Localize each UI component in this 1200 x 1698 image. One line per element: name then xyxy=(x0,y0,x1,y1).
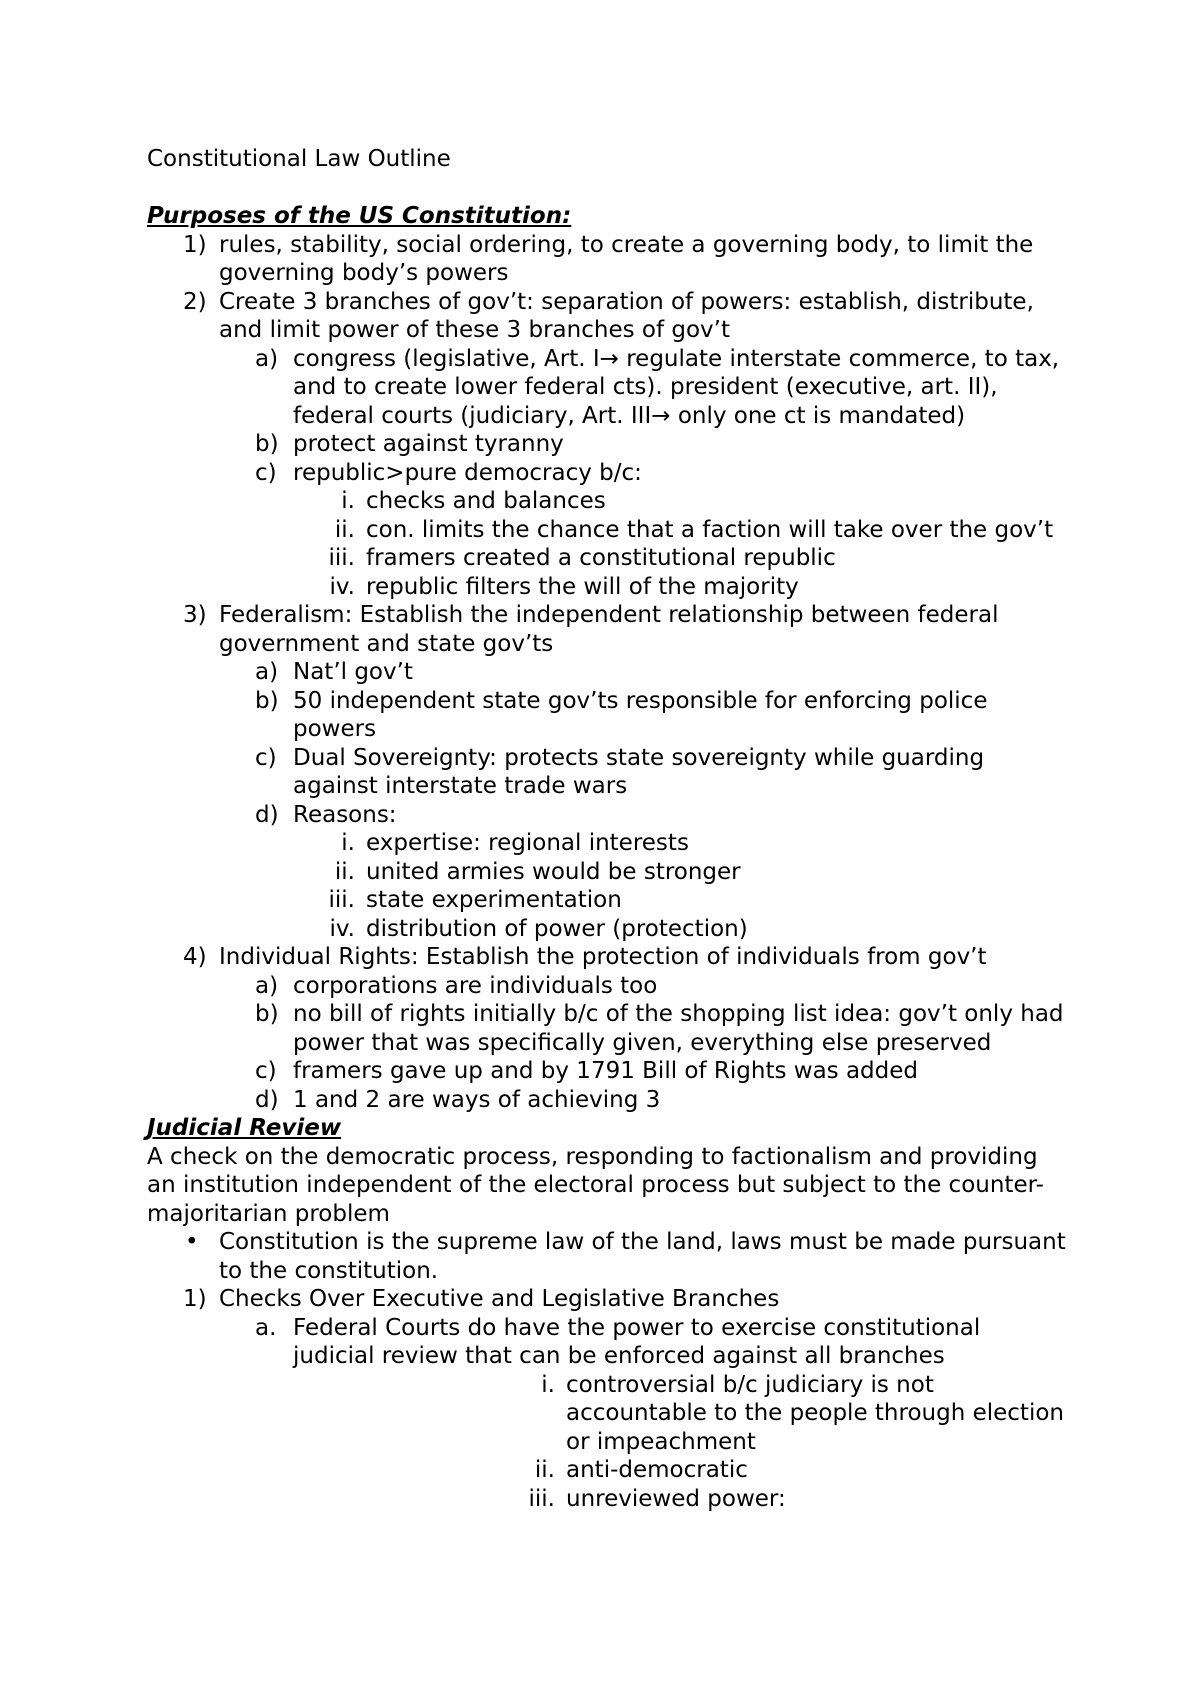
outline-item xyxy=(147,943,1067,972)
outline-subitem xyxy=(147,658,1067,687)
item-text: Reasons: xyxy=(293,801,397,828)
outline-subsubitem xyxy=(147,1456,1067,1485)
item-text: corporations are individuals too xyxy=(293,972,658,999)
list-marker: 4) xyxy=(183,944,207,970)
list-marker: i. xyxy=(541,1371,555,1398)
list-marker: iv. xyxy=(329,915,355,942)
list-marker: iii. xyxy=(528,1485,555,1512)
outline-subsubitem xyxy=(147,886,1067,915)
item-text: rules, stability, social ordering, to create a governing body, to limit the governing body’s powers xyxy=(219,231,1034,286)
item-text: united armies would be stronger xyxy=(366,858,741,885)
item-text: no bill of rights initially b/c of the shopping list idea: gov’t only had power that was specifically given, everything else preserved xyxy=(293,1001,1064,1056)
document-body xyxy=(147,202,1067,1513)
item-text: state experimentation xyxy=(366,887,622,913)
item-text: congress (legislative, Art. I→ regulate interstate commerce, to tax, and to create lower federal cts). president (executive, art. II), federal courts (judiciary, Art. III→ only one ct is mandated) xyxy=(293,345,1060,429)
bullet-item xyxy=(147,1228,1067,1285)
item-text: 50 independent state gov’ts responsible for enforcing police powers xyxy=(293,687,988,742)
list-marker: a) xyxy=(255,659,279,685)
list-marker: iv. xyxy=(329,573,355,600)
list-marker: c) xyxy=(255,459,277,486)
item-text: republic>pure democracy b/c: xyxy=(293,459,642,486)
bullet-marker: • xyxy=(185,1229,199,1255)
section-intro-paragraph: A check on the democratic process, responding to factionalism and providing an institution independent of the electoral process but subject to the counter-majoritarian problem xyxy=(147,1143,1044,1227)
list-marker: c) xyxy=(255,744,277,771)
item-text: framers created a constitutional republic xyxy=(366,545,836,571)
item-text: Nat’l gov’t xyxy=(293,659,413,685)
outline-subitem xyxy=(147,345,1067,431)
item-text: Create 3 branches of gov’t: separation of powers: establish, distribute, and limit power of these 3 branches of gov’t xyxy=(219,288,1034,343)
outline-subitem xyxy=(147,1057,1067,1086)
list-marker: a. xyxy=(255,1314,277,1341)
outline-subitem xyxy=(147,459,1067,488)
item-text: Constitution is the supreme law of the land, laws must be made pursuant to the constitution. xyxy=(219,1229,1066,1284)
item-text: checks and balances xyxy=(366,488,606,514)
outline-subsubitem xyxy=(147,487,1067,516)
list-marker: a) xyxy=(255,345,279,372)
outline-subsubitem xyxy=(147,516,1067,545)
outline-subsubitem xyxy=(147,858,1067,887)
outline-item xyxy=(147,288,1067,345)
outline-subitem xyxy=(147,687,1067,744)
item-text: 1 and 2 are ways of achieving 3 xyxy=(293,1086,661,1113)
item-text: Checks Over Executive and Legislative Branches xyxy=(219,1286,780,1312)
outline-subsubitem xyxy=(147,829,1067,858)
item-text: anti-democratic xyxy=(566,1457,748,1483)
list-marker: b) xyxy=(255,431,279,457)
outline-item xyxy=(147,601,1067,658)
list-marker: b) xyxy=(255,687,279,714)
list-marker: i. xyxy=(341,488,355,514)
item-text: framers gave up and by 1791 Bill of Rights was added xyxy=(293,1058,918,1084)
list-marker: ii. xyxy=(534,1457,555,1483)
outline-item xyxy=(147,1285,1067,1314)
list-marker: 2) xyxy=(183,288,207,315)
document-title: Constitutional Law Outline xyxy=(147,146,451,172)
item-text: con. limits the chance that a faction will take over the gov’t xyxy=(366,516,1054,543)
section-heading-judicial-review: Judicial Review xyxy=(147,1115,342,1141)
section-heading-purposes: Purposes of the US Constitution: xyxy=(147,203,572,229)
list-marker: iii. xyxy=(328,545,355,571)
list-marker: 1) xyxy=(183,231,207,258)
outline-item xyxy=(147,231,1067,288)
item-text: Individual Rights: Establish the protection of individuals from gov’t xyxy=(219,944,987,970)
item-text: Federalism: Establish the independent relationship between federal government and state gov’ts xyxy=(219,602,999,657)
outline-subsubitem xyxy=(147,573,1067,602)
item-text: republic filters the will of the majority xyxy=(366,573,799,600)
outline-subitem xyxy=(147,1000,1067,1057)
list-marker: c) xyxy=(255,1058,277,1084)
outline-subitem xyxy=(147,430,1067,459)
list-marker: d) xyxy=(255,801,279,828)
list-marker: ii. xyxy=(334,858,355,885)
list-marker: iii. xyxy=(328,887,355,913)
list-marker: i. xyxy=(341,830,355,856)
outline-subsubitem xyxy=(147,915,1067,944)
list-marker: 3) xyxy=(183,602,207,628)
list-marker: d) xyxy=(255,1086,279,1113)
outline-subitem xyxy=(147,972,1067,1001)
list-marker: b) xyxy=(255,1001,279,1027)
outline-subsubitem xyxy=(147,1485,1067,1514)
item-text: unreviewed power: xyxy=(566,1485,786,1512)
item-text: expertise: regional interests xyxy=(366,830,689,856)
outline-subitem xyxy=(147,1086,1067,1115)
list-marker: 1) xyxy=(183,1286,207,1312)
outline-subitem xyxy=(147,801,1067,830)
outline-subitem xyxy=(147,744,1067,801)
list-marker: a) xyxy=(255,972,279,999)
item-text: Federal Courts do have the power to exercise constitutional judicial review that can be enforced against all branches xyxy=(293,1314,981,1369)
item-text: Dual Sovereignty: protects state sovereignty while guarding against interstate trade wars xyxy=(293,744,985,799)
list-marker: ii. xyxy=(334,516,355,543)
item-text: protect against tyranny xyxy=(293,431,564,457)
item-text: controversial b/c judiciary is not accountable to the people through election or impeachment xyxy=(566,1371,1064,1455)
item-text: distribution of power (protection) xyxy=(366,915,748,942)
outline-subsubitem xyxy=(147,544,1067,573)
outline-subsubitem xyxy=(147,1371,1067,1457)
outline-subitem xyxy=(147,1314,1067,1371)
